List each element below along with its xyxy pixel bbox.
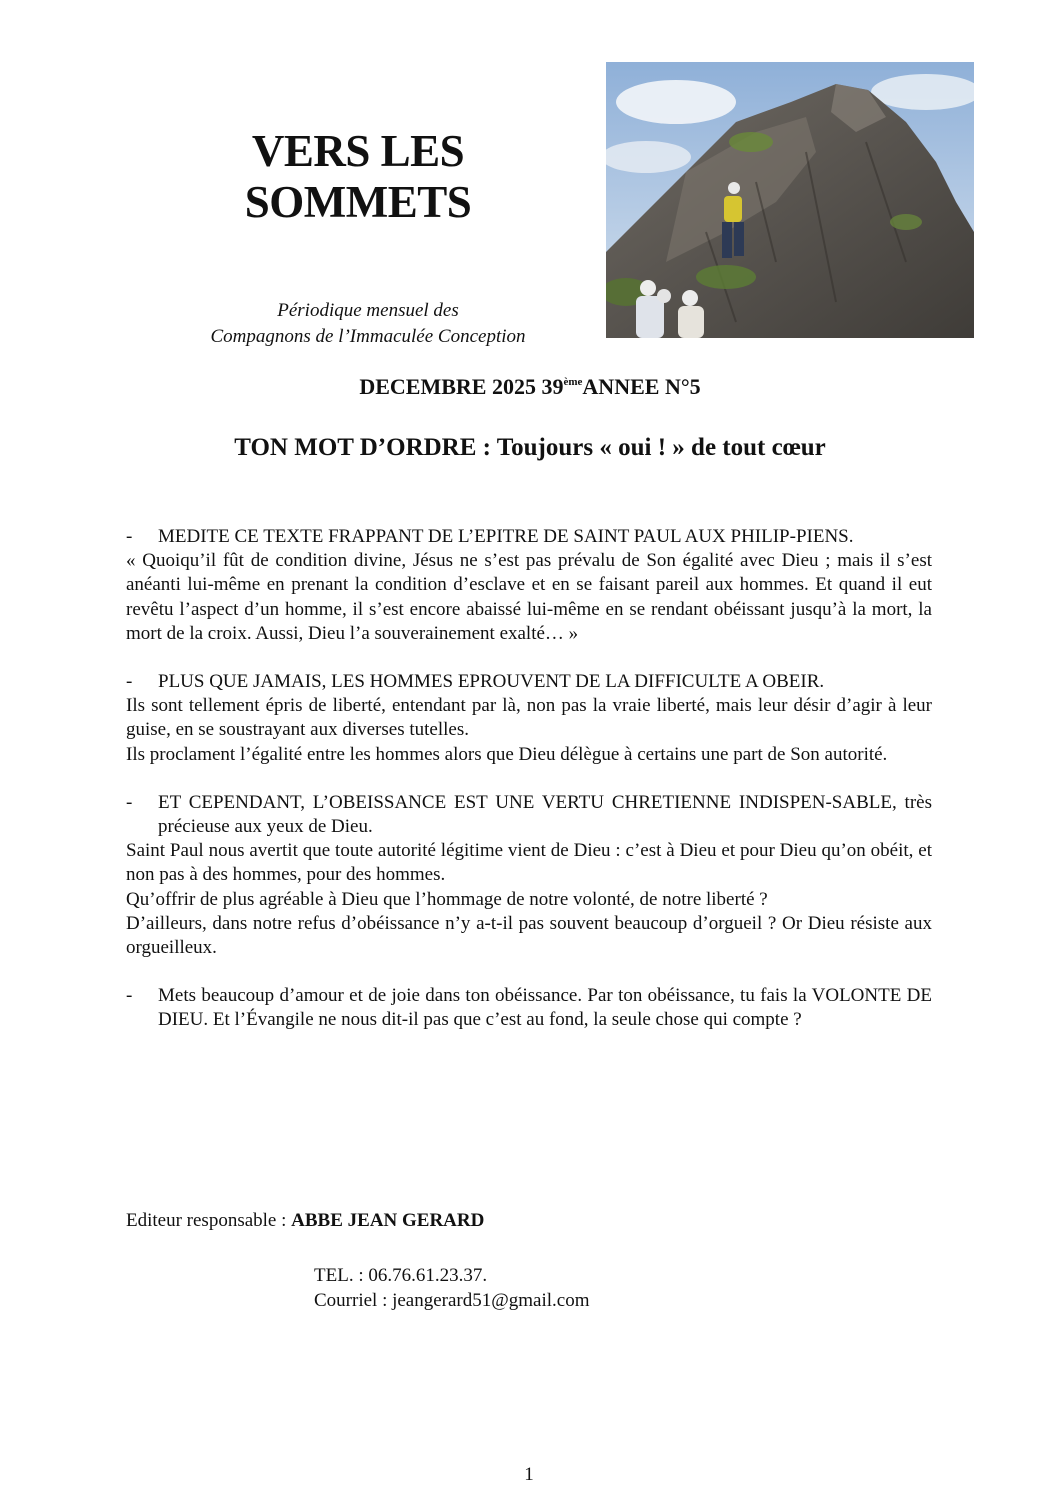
subtitle-line-2: Compagnons de l’Immaculée Conception — [210, 326, 526, 347]
section-4-heading — [126, 984, 932, 1032]
motto-heading: TON MOT D’ORDRE : Toujours « oui ! » de tout cœur — [234, 434, 826, 461]
page-number: 1 — [524, 1464, 534, 1485]
section-2-paragraph-1: Ils sont tellement épris de liberté, entendant par là, non pas la vraie liberté, mais leur désir d’agir à leur guise, en se soustrayant aux diverses tutelles. — [126, 695, 932, 741]
bullet-dash: - — [126, 791, 133, 813]
title-line-2: SOMMETS — [244, 177, 472, 227]
issue-year-suffix: ème — [563, 376, 583, 388]
editor-name: ABBE JEAN GERARD — [291, 1210, 485, 1231]
section-1-heading — [126, 525, 932, 549]
editor-label: Editeur responsable : — [126, 1210, 287, 1231]
section-heading-text: Mets beaucoup d’amour et de joie dans ton obéissance. Par ton obéissance, tu fais la VOLONTE DE DIEU. Et l’Évangile ne nous dit-il pas que c’est au fond, la seule chose qui compte ? — [158, 985, 932, 1031]
section-2-paragraph-2: Ils proclament l’égalité entre les hommes alors que Dieu délègue à certains une part de Son autorité. — [126, 743, 888, 765]
issue-line — [200, 374, 860, 400]
issue-number: N°5 — [664, 374, 701, 399]
section-3-paragraph-2: Qu’offrir de plus agréable à Dieu que l’hommage de notre volonté, de notre liberté ? — [126, 888, 768, 910]
subtitle-line-1: Périodique mensuel des — [277, 300, 459, 321]
section-1-quote: « Quoiqu’il fût de condition divine, Jésus ne s’est pas prévalu de Son égalité avec Dieu ; mais il s’est anéanti lui-même en prenant la condition d’esclave et en se faisant pareil aux hommes. Et quand il eut revêtu l’aspect d’un homme, il s’est encore abaissé lui-même en se rendant obéissant jusqu’à la mort, la mort de la croix. Aussi, Dieu l’a souverainement exalté… » — [126, 550, 932, 644]
climbing-photo — [606, 62, 974, 338]
bullet-dash: - — [126, 671, 133, 693]
bullet-dash: - — [126, 985, 133, 1007]
issue-date: DECEMBRE 2025 — [359, 374, 536, 399]
title-line-1: VERS LES — [251, 126, 465, 176]
section-heading-text: ET CEPENDANT, L’OBEISSANCE EST UNE VERTU CHRETIENNE INDISPEN-SABLE, très précieuse aux yeux de Dieu. — [158, 791, 932, 838]
subtitle — [150, 298, 586, 350]
editor-line — [126, 1210, 484, 1232]
article-body — [126, 525, 932, 1033]
email-address: Courriel : jeangerard51@gmail.com — [314, 1290, 590, 1311]
section-heading-text: MEDITE CE TEXTE FRAPPANT DE L’EPITRE DE SAINT PAUL AUX PHILIP-PIENS. — [158, 526, 854, 547]
issue-year-word: ANNEE — [582, 374, 660, 399]
section-heading-text: PLUS QUE JAMAIS, LES HOMMES EPROUVENT DE LA DIFFICULTE A OBEIR. — [158, 671, 825, 693]
contact-block — [314, 1263, 590, 1313]
phone-number: TEL. : 06.76.61.23.37. — [314, 1265, 488, 1286]
section-3-heading — [126, 791, 932, 839]
page-title — [200, 126, 516, 228]
issue-year-number: 39 — [541, 374, 564, 399]
bullet-dash: - — [126, 526, 133, 547]
section-3-paragraph-3: D’ailleurs, dans notre refus d’obéissance n’y a-t-il pas souvent beaucoup d’orgueil ? Or Dieu résiste aux orgueilleux. — [126, 912, 932, 959]
section-2-heading — [126, 670, 932, 694]
section-3-paragraph-1: Saint Paul nous avertit que toute autorité légitime vient de Dieu : c’est à Dieu et pour Dieu qu’on obéit, et non pas à des hommes, pour des hommes. — [126, 840, 932, 886]
